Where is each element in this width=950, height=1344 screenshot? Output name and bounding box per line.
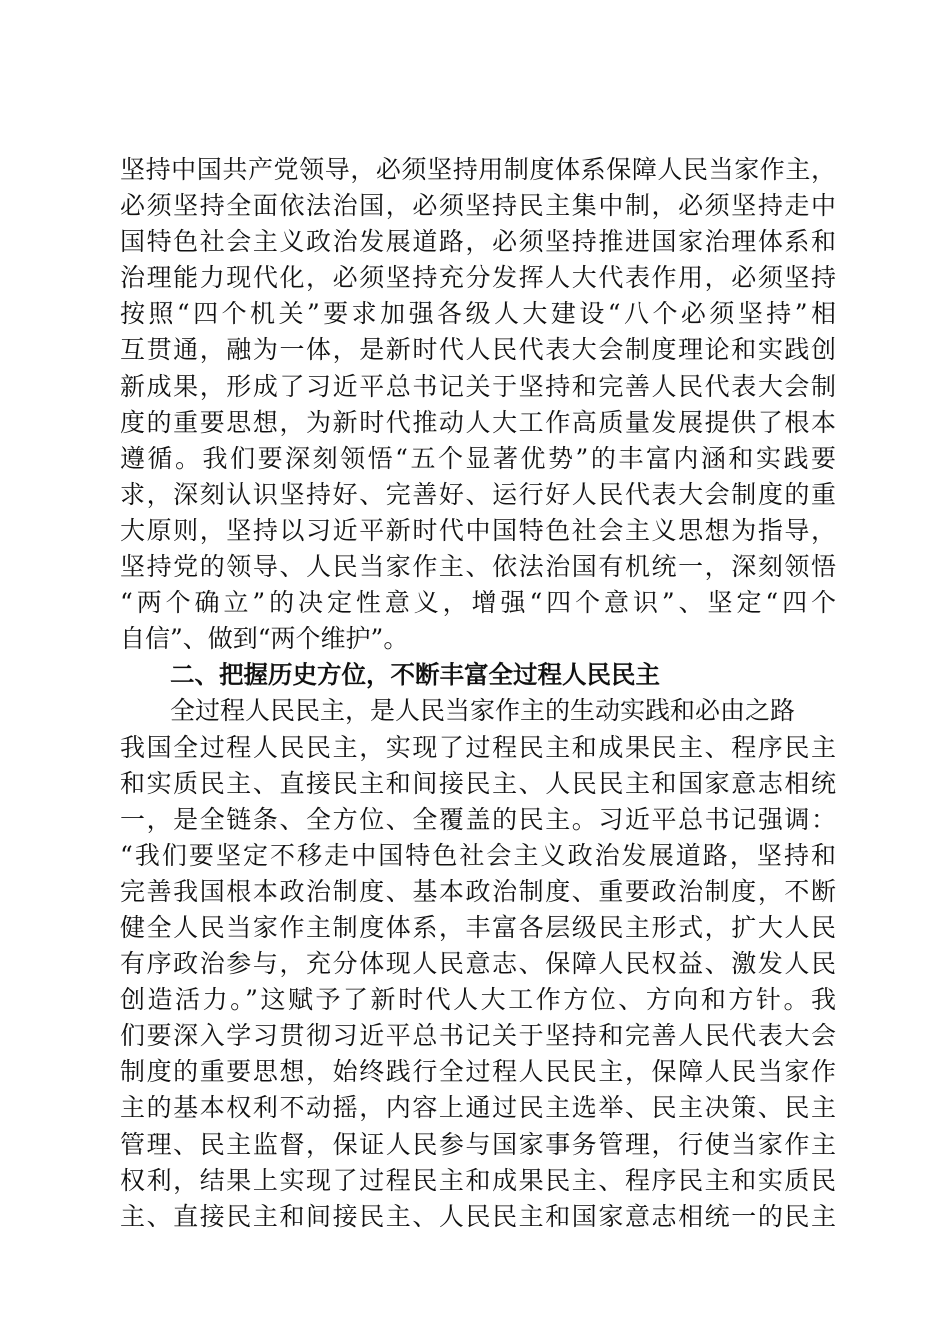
body-line: 全过程人民民主，是人民当家作主的生动实践和必由之路 xyxy=(170,696,796,726)
body-line: 必须坚持全面依法治国，必须坚持民主集中制，必须坚持走中 xyxy=(120,191,836,221)
body-line: “两个确立”的决定性意义，增强“四个意识”、坚定“四个 xyxy=(120,588,836,618)
body-line: 有序政治参与，充分体现人民意志、保障人民权益、激发人民 xyxy=(120,949,836,979)
body-line: 国特色社会主义政治发展道路，必须坚持推进国家治理体系和 xyxy=(120,227,836,257)
body-line: 遵循。我们要深刻领悟“五个显著优势”的丰富内涵和实践要 xyxy=(120,443,836,473)
section-heading: 二、把握历史方位，不断丰富全过程人民民主 xyxy=(170,660,660,690)
body-line: 健全人民当家作主制度体系，丰富各层级民主形式，扩大人民 xyxy=(120,912,836,942)
body-line: 治理能力现代化，必须坚持充分发挥人大代表作用，必须坚持 xyxy=(120,263,836,293)
body-line: 和实质民主、直接民主和间接民主、人民民主和国家意志相统 xyxy=(120,768,836,798)
body-line: 完善我国根本政治制度、基本政治制度、重要政治制度，不断 xyxy=(120,876,836,906)
body-line: 创造活力。”这赋予了新时代人大工作方位、方向和方针。我 xyxy=(120,985,836,1015)
body-line: 制度的重要思想，始终践行全过程人民民主，保障人民当家作 xyxy=(120,1057,836,1087)
body-line: 我国全过程人民民主，实现了过程民主和成果民主、程序民主 xyxy=(120,732,836,762)
body-line: 主的基本权利不动摇，内容上通过民主选举、民主决策、民主 xyxy=(120,1093,836,1123)
body-line: 权利，结果上实现了过程民主和成果民主、程序民主和实质民 xyxy=(120,1165,836,1195)
body-line: 一，是全链条、全方位、全覆盖的民主。习近平总书记强调： xyxy=(120,804,836,834)
body-line: 新成果，形成了习近平总书记关于坚持和完善人民代表大会制 xyxy=(120,371,836,401)
body-line: 大原则，坚持以习近平新时代中国特色社会主义思想为指导， xyxy=(120,515,836,545)
body-line: 坚持党的领导、人民当家作主、依法治国有机统一，深刻领悟 xyxy=(120,552,836,582)
body-line: 求，深刻认识坚持好、完善好、运行好人民代表大会制度的重 xyxy=(120,479,836,509)
body-line: 管理、民主监督，保证人民参与国家事务管理，行使当家作主 xyxy=(120,1129,836,1159)
body-line: 自信”、做到“两个维护”。 xyxy=(120,624,409,654)
body-line: 坚持中国共产党领导，必须坚持用制度体系保障人民当家作主， xyxy=(120,155,836,184)
body-line: 互贯通，融为一体，是新时代人民代表大会制度理论和实践创 xyxy=(120,335,836,365)
document-body xyxy=(120,152,836,1235)
body-line: 度的重要思想，为新时代推动人大工作高质量发展提供了根本 xyxy=(120,407,836,437)
body-line: 按照“四个机关”要求加强各级人大建设“八个必须坚持”相 xyxy=(120,299,836,329)
body-line: 主、直接民主和间接民主、人民民主和国家意志相统一的民主 xyxy=(120,1201,836,1231)
body-line: “我们要坚定不移走中国特色社会主义政治发展道路，坚持和 xyxy=(120,840,836,870)
body-line: 们要深入学习贯彻习近平总书记关于坚持和完善人民代表大会 xyxy=(120,1021,836,1051)
